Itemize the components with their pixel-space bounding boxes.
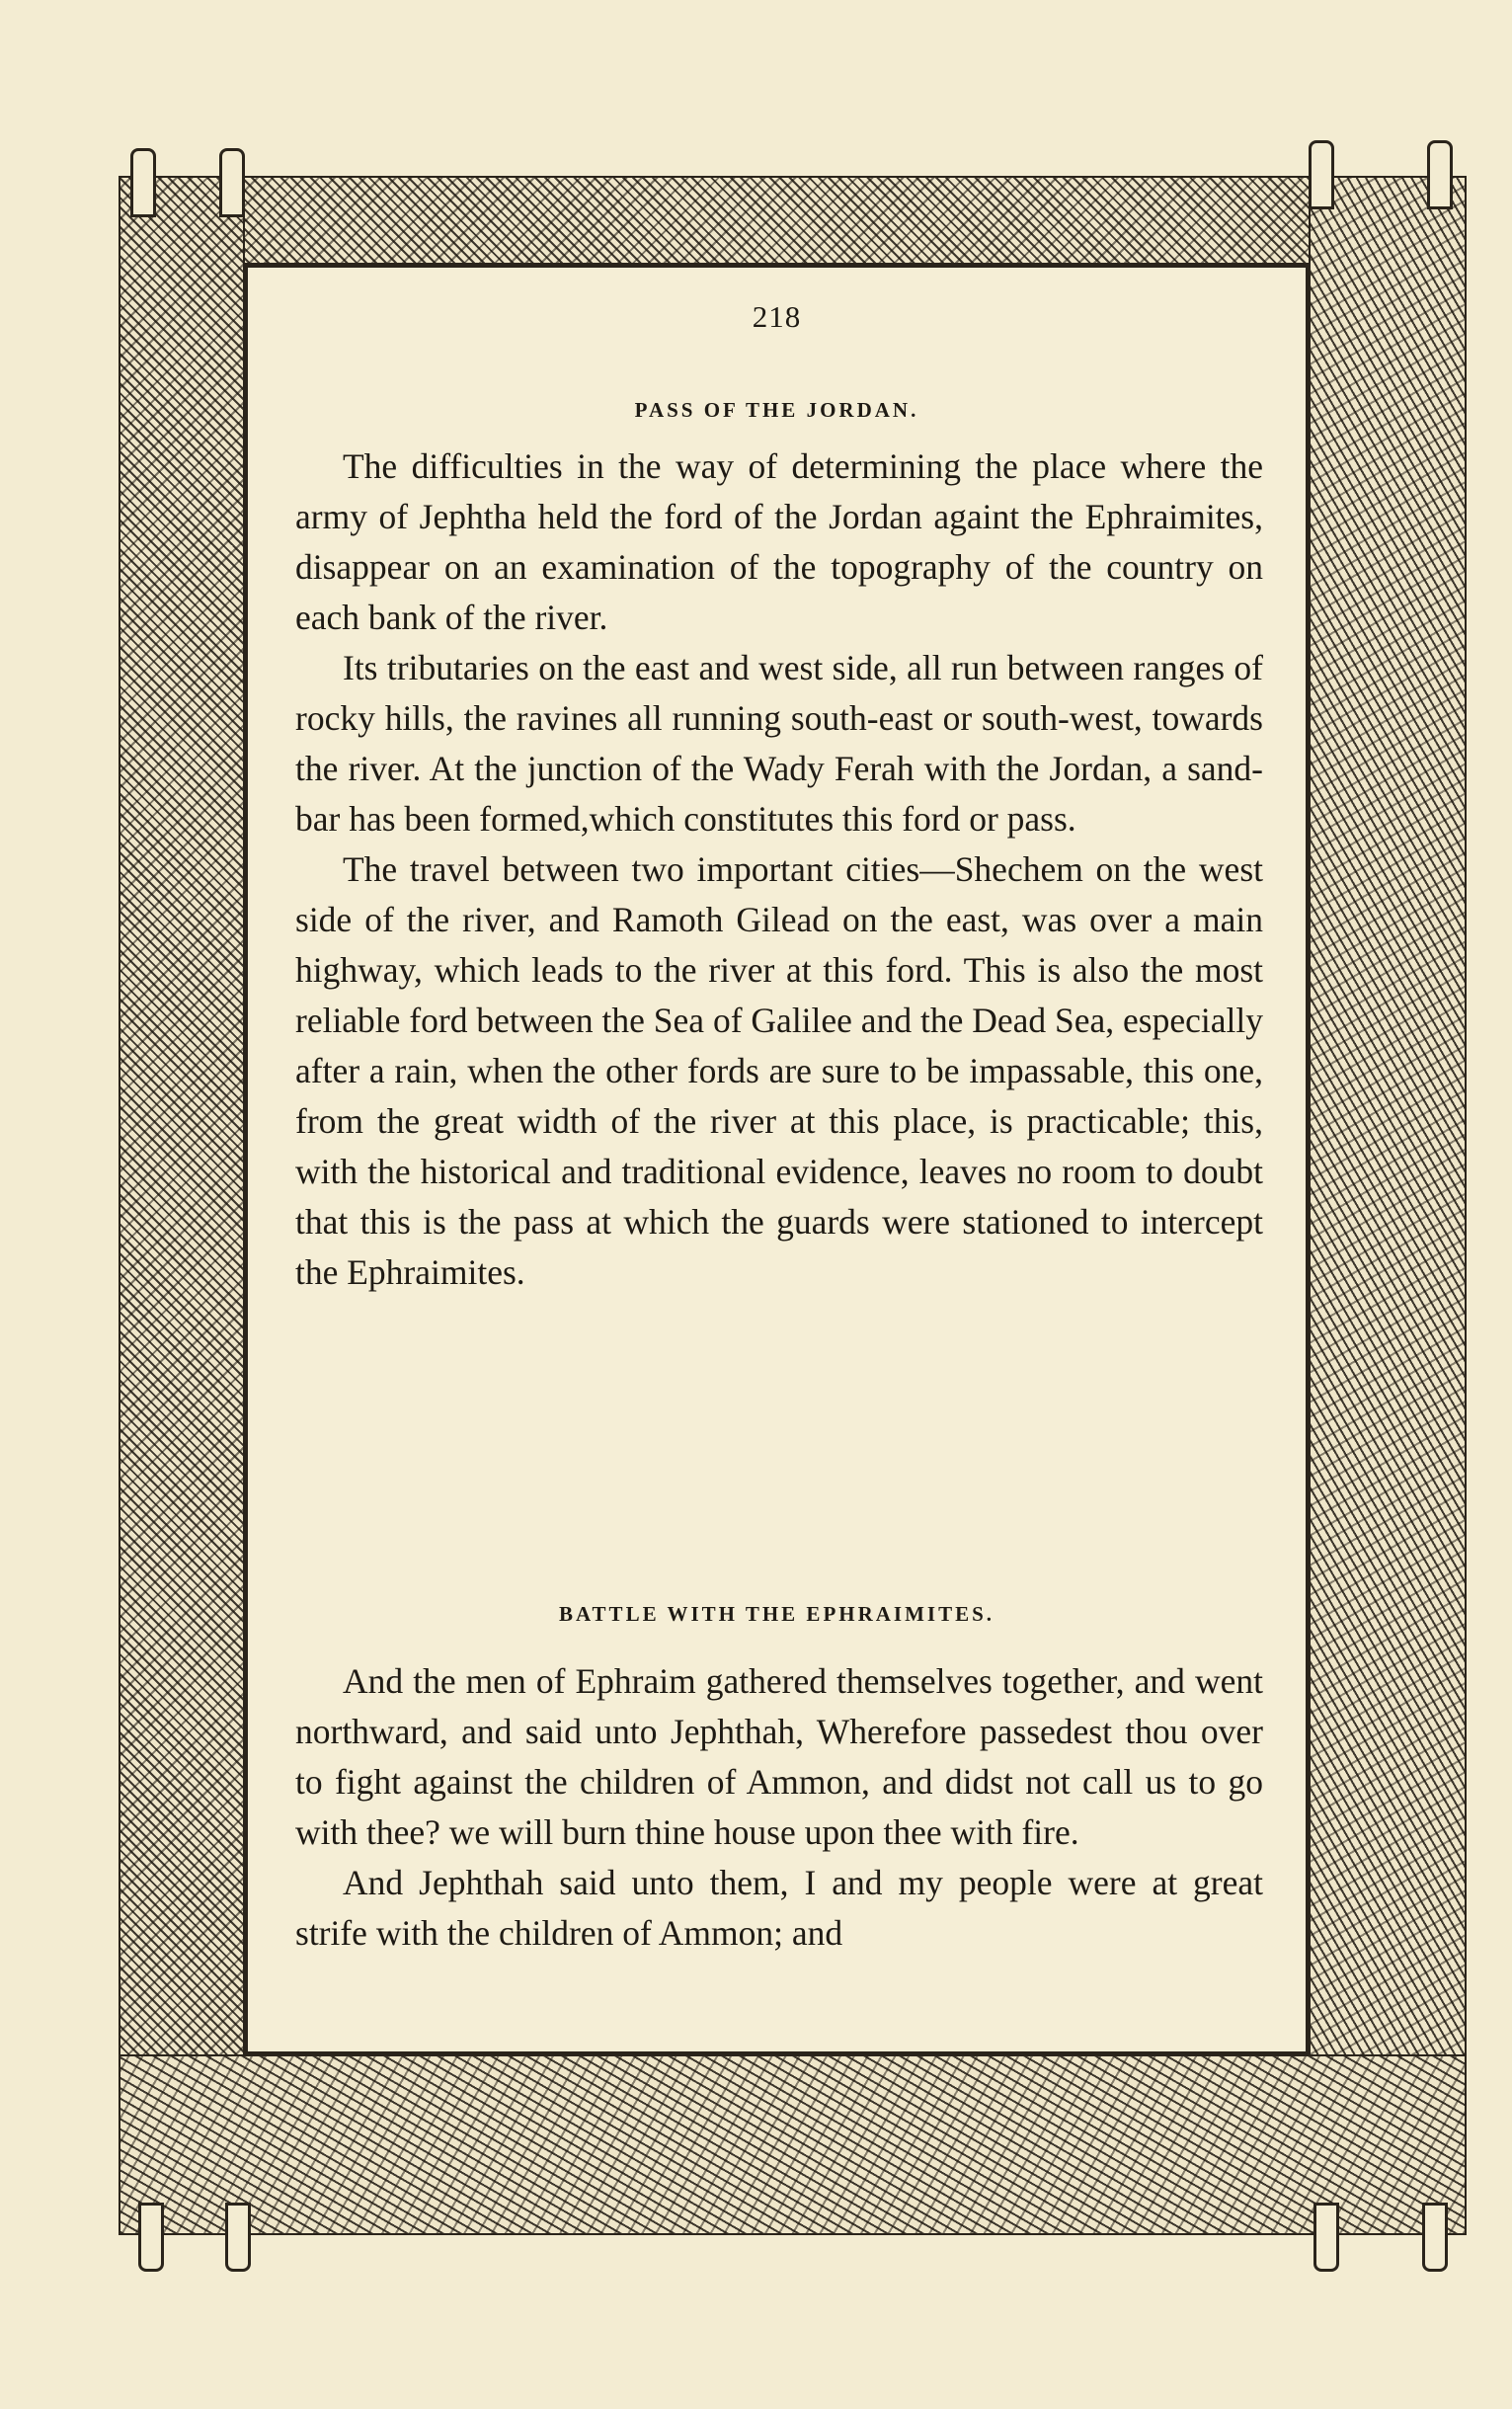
frame-post-top-right-inner <box>1309 140 1334 209</box>
frame-post-top-right <box>1427 140 1453 209</box>
section-body-pass-of-the-jordan <box>295 442 1263 1298</box>
frame-post-bottom-right <box>1422 2203 1448 2272</box>
frame-post-bottom-left-inner <box>225 2203 251 2272</box>
ornamental-border-bottom <box>119 2054 1467 2235</box>
frame-post-bottom-left <box>138 2203 164 2272</box>
frame-post-top-left-inner <box>219 148 245 217</box>
paragraph: The difficulties in the way of determining the place where the army of Jephtha held the ford of the Jordan againt the Ephraimites, disappear on an examination of the topography of the country on each bank of the river. <box>295 446 1263 637</box>
paragraph: And Jephthah said unto them, I and my people were at great strife with the children of Ammon; and <box>295 1863 1263 1953</box>
paragraph: Its tributaries on the east and west side, all run between ranges of rocky hills, the ravines all running south-east or south-west, towards the river. At the junction of the Wady Ferah with the Jordan, a sand-bar has been formed,which constitutes this ford or pass. <box>295 648 1263 839</box>
section-body-battle-with-the-ephraimites <box>295 1656 1263 1959</box>
paragraph: And the men of Ephraim gathered themselves together, and went northward, and said unto Jephthah, Wherefore passedest thou over to fight against the children of Ammon, and didst not call us to go with thee? we will burn thine house upon thee with fire. <box>295 1661 1263 1852</box>
frame-post-bottom-right-inner <box>1313 2203 1339 2272</box>
ornamental-border-right <box>1309 176 1467 2235</box>
text-panel <box>245 265 1309 2054</box>
ornamental-border-left <box>119 176 245 2235</box>
ornamental-border-top <box>119 176 1467 265</box>
page-number: 218 <box>752 299 802 334</box>
section-heading-pass-of-the-jordan: PASS OF THE JORDAN. <box>634 398 919 422</box>
frame-post-top-left <box>130 148 156 217</box>
paragraph: The travel between two important cities—Shechem on the west side of the river, and Ramoth Gilead on the east, was over a main highway, which leads to the river at this ford. This is also the most reliable ford between the Sea of Galilee and the Dead Sea, especially after a rain, when the other fords are sure to be impassable, this one, from the great width of the river at this place, is practicable; this, with the historical and traditional evidence, leaves no room to doubt that this is the pass at which the guards were stationed to intercept the Ephraimites. <box>295 849 1263 1292</box>
section-heading-battle-with-the-ephraimites: BATTLE WITH THE EPHRAIMITES. <box>558 1602 995 1626</box>
